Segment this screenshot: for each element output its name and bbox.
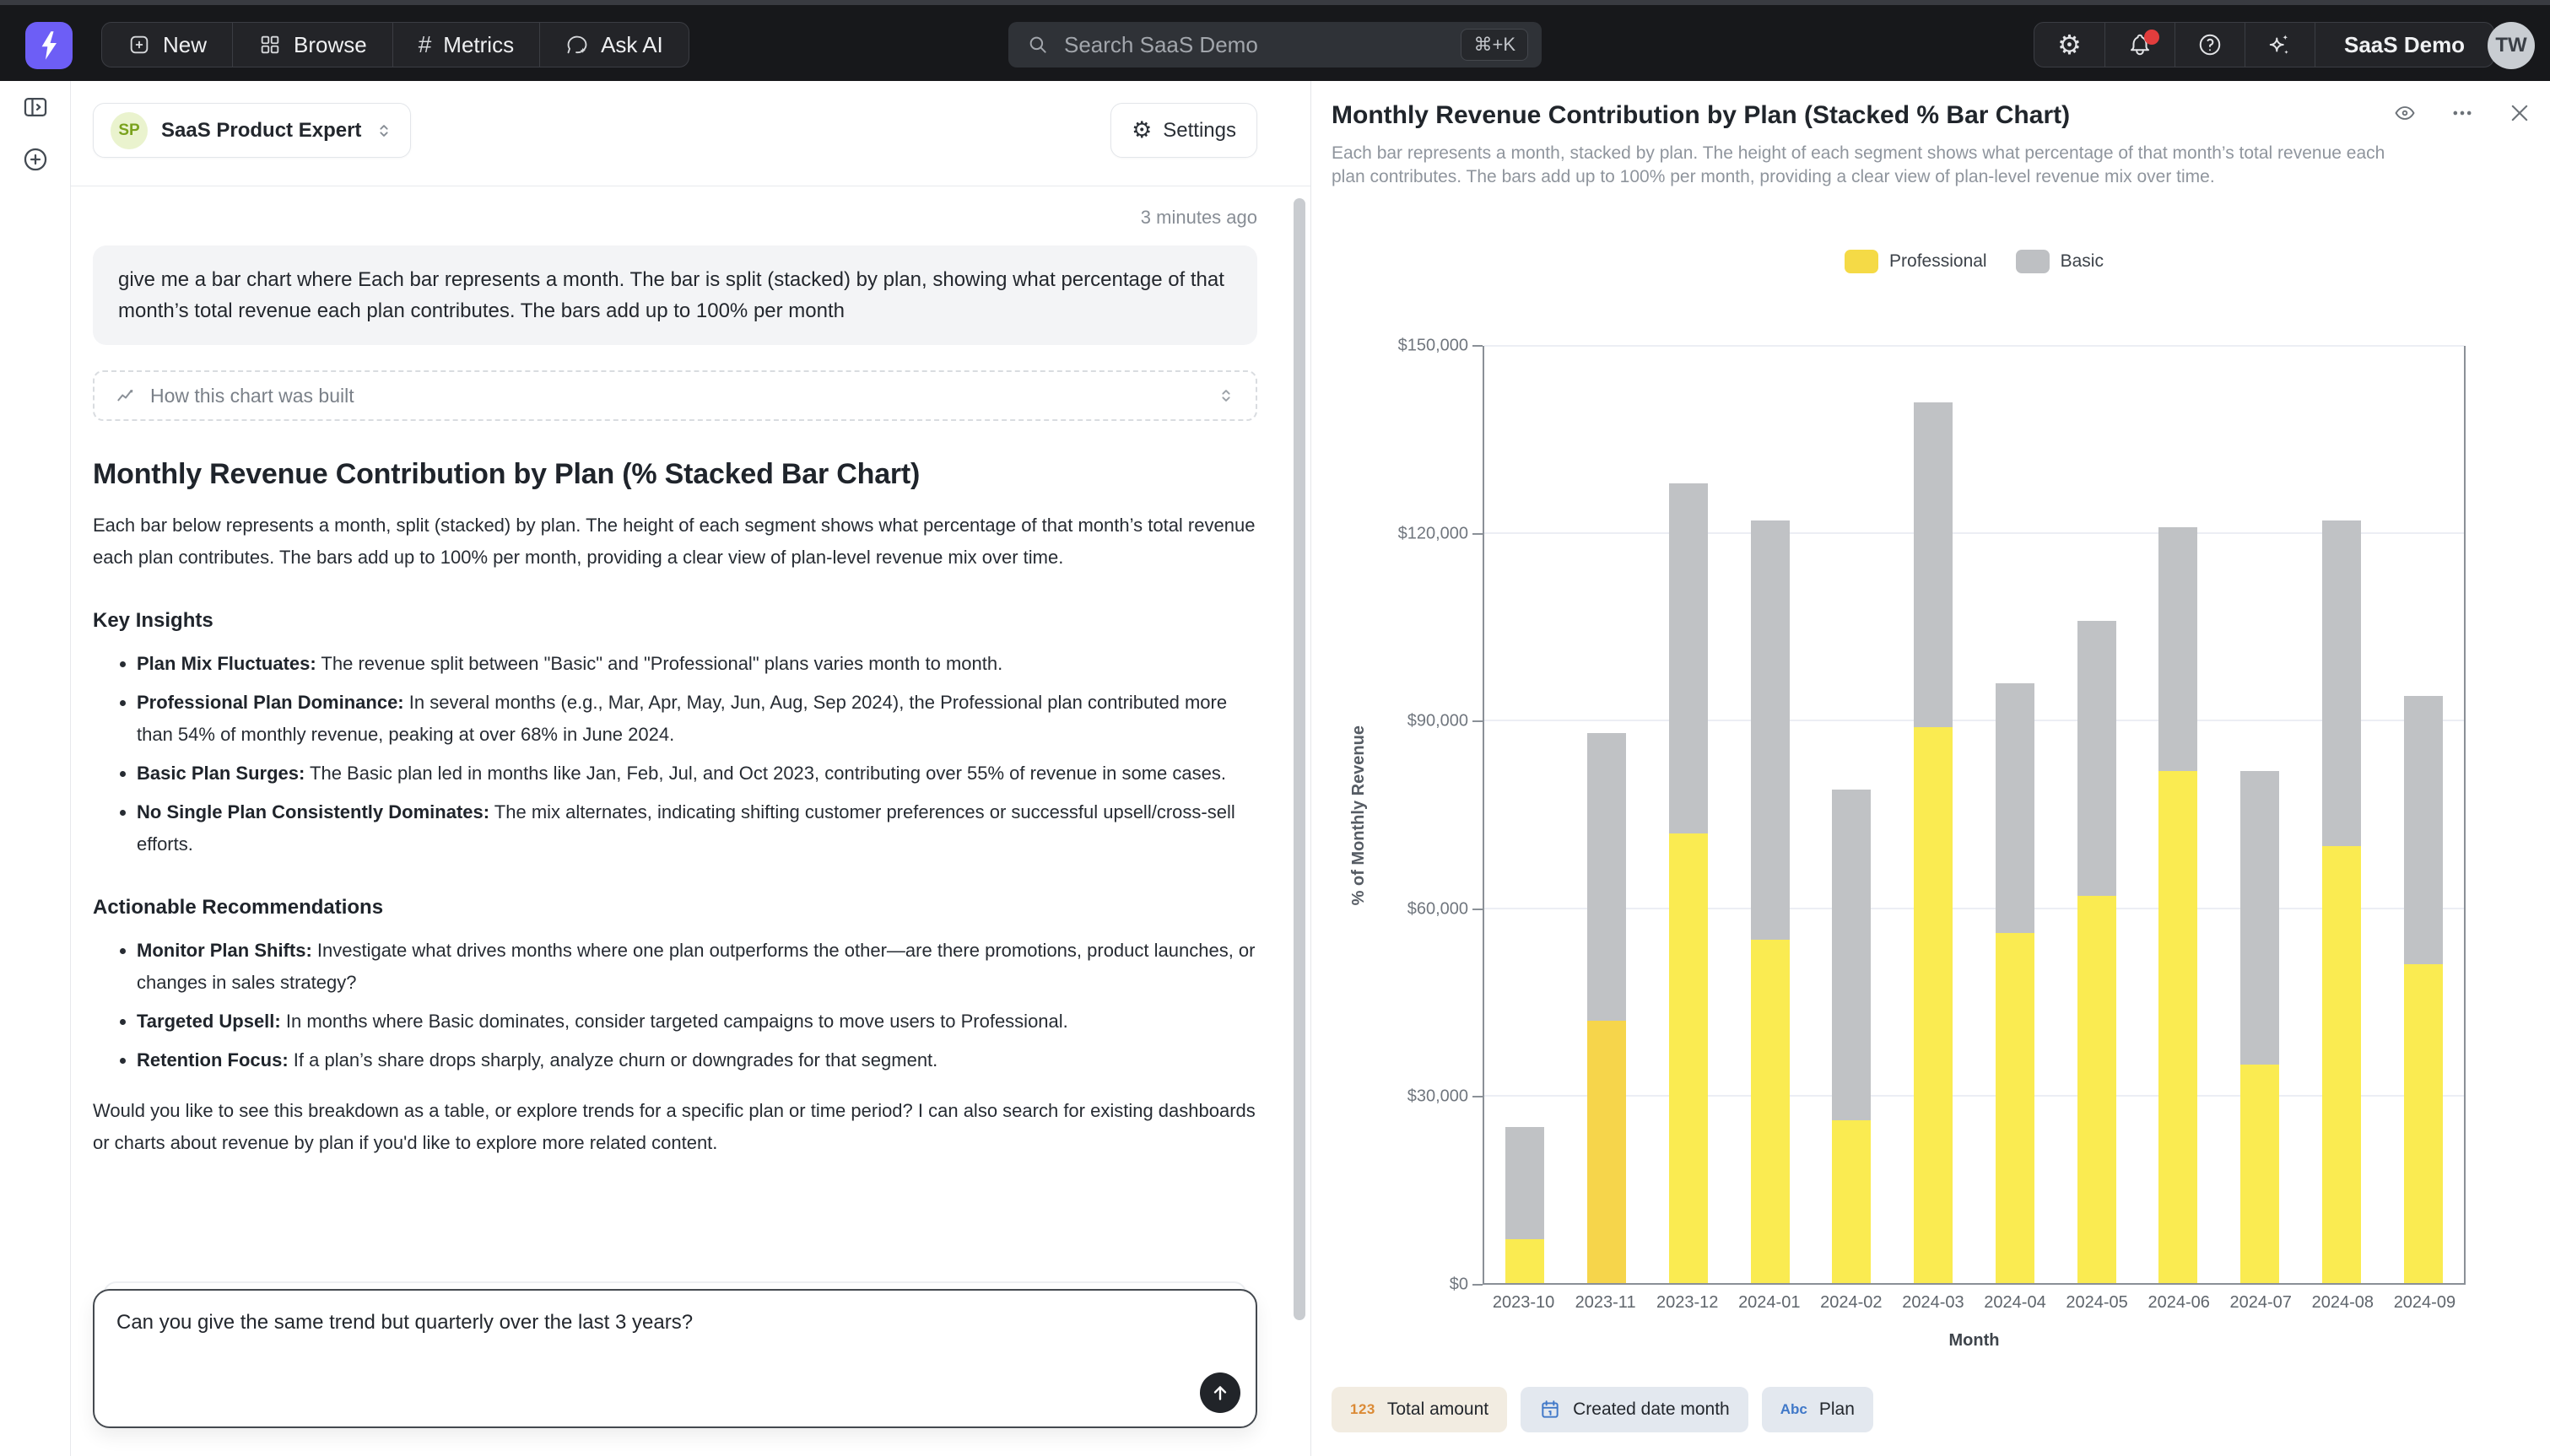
chart-legend [1483, 250, 2466, 273]
plot-area [1483, 346, 2466, 1285]
bar-segment-basic[interactable] [2077, 621, 2116, 896]
chip-label: Created date month [1573, 1399, 1730, 1419]
bar-band [2056, 346, 2137, 1283]
artifact-toolbar [2393, 101, 2531, 125]
hash-icon: # [418, 31, 432, 57]
sparkles-icon [2267, 32, 2293, 57]
bar-segment-professional[interactable] [1505, 1239, 1544, 1283]
legend-swatch [2016, 250, 2050, 273]
y-axis-ticks [1472, 346, 1483, 1285]
bar-segment-basic[interactable] [2240, 771, 2279, 1065]
stacked-bar-2024-08 [2322, 346, 2361, 1283]
stacked-bar-2023-11 [1587, 346, 1626, 1283]
bar-segment-basic[interactable] [2404, 696, 2443, 964]
y-tick-label: $0 [1449, 1275, 1468, 1294]
stacked-bar-2023-10 [1505, 346, 1544, 1283]
more-options-button[interactable] [2450, 101, 2474, 125]
settings-nav-button[interactable] [2034, 23, 2104, 67]
user-message-bubble: give me a bar chart where Each bar represents a month. The bar is split (stacked) by plan, showing what percentage of that month’s total revenue each plan contributes. The bars add up to 100% per month [93, 245, 1257, 345]
insights-heading: Key Insights [93, 609, 213, 632]
list-item: • Targeted Upsell: In months where Basic dominates, consider targeted campaigns to move users to Professional. [137, 1006, 1257, 1038]
artifact-panel [1311, 81, 2550, 1456]
bar-band [1811, 346, 1893, 1283]
field-chips [1332, 1387, 1873, 1432]
ask-ai-button[interactable] [539, 23, 689, 67]
x-axis-labels [1483, 1293, 2466, 1313]
stacked-bar-2024-01 [1751, 346, 1790, 1283]
toggle-sidebar-button[interactable] [0, 81, 71, 133]
legend-label: Professional [1889, 251, 1987, 271]
prompt-input-area [93, 1289, 1257, 1428]
stacked-bar-2024-03 [1914, 346, 1953, 1283]
selector-chevrons-icon [375, 121, 393, 140]
y-tick-label: $120,000 [1397, 524, 1468, 543]
stacked-bar-2023-12 [1669, 346, 1708, 1283]
list-item: • Basic Plan Surges: The Basic plan led in months like Jan, Feb, Jul, and Oct 2023, contributing over 55% of revenue in some cases. [137, 758, 1257, 790]
chevron-expand-icon [1217, 386, 1235, 405]
stacked-bar-2024-09 [2404, 346, 2443, 1283]
prompt-box [93, 1289, 1257, 1428]
bar-segment-basic[interactable] [1996, 683, 2034, 933]
legend-item-professional[interactable] [1845, 250, 1987, 273]
response-intro: Each bar below represents a month, split (stacked) by plan. The height of each segment shows what percentage of that month’s total revenue each plan contributes. The bars add up to 100% per month, providing a clear view of plan-level revenue mix over time. [93, 515, 1256, 568]
message-timestamp: 3 minutes ago [1140, 207, 1257, 228]
stacked-bar-2024-05 [2077, 346, 2116, 1283]
x-tick-label: 2024-09 [2393, 1293, 2456, 1312]
x-tick-label: 2024-06 [2148, 1293, 2210, 1312]
collapse-label: How this chart was built [150, 384, 354, 407]
dimension-chip-plan[interactable] [1762, 1387, 1873, 1432]
settings-label: Settings [1163, 118, 1236, 142]
list-item: • No Single Plan Consistently Dominates: The mix alternates, indicating shifting customer preferences or successful upsell/cross-sell efforts. [137, 796, 1257, 860]
agent-avatar: SP [111, 112, 148, 149]
whats-new-button[interactable] [2245, 23, 2315, 67]
x-tick-label: 2023-12 [1656, 1293, 1719, 1312]
bar-segment-professional[interactable] [1751, 940, 1790, 1283]
x-tick-label: 2024-01 [1738, 1293, 1801, 1312]
metrics-label: Metrics [443, 31, 515, 57]
artifact-title: Monthly Revenue Contribution by Plan (Stacked % Bar Chart) [1332, 101, 2071, 129]
metrics-button[interactable] [392, 23, 539, 67]
nav-button-group [101, 22, 689, 67]
bar-segment-basic[interactable] [1587, 733, 1626, 1021]
bar-band [1893, 346, 1975, 1283]
x-tick-label: 2024-07 [2229, 1293, 2292, 1312]
stacked-bar-2024-07 [2240, 346, 2279, 1283]
dimension-chip-created-date-month[interactable] [1521, 1387, 1748, 1432]
calendar-icon [1539, 1399, 1561, 1421]
x-tick-label: 2024-04 [1984, 1293, 2046, 1312]
list-item: • Professional Plan Dominance: In several months (e.g., Mar, Apr, May, Jun, Aug, Sep 2024), the Professional plan contributed more than 54% of monthly revenue, peaking at over 68% in June 2024. [137, 687, 1257, 751]
numeric-field-icon: 123 [1350, 1401, 1375, 1417]
chat-scrollbar-thumb[interactable] [1294, 198, 1305, 1320]
new-thread-button[interactable] [0, 133, 71, 186]
recommendations-heading: Actionable Recommendations [93, 896, 384, 919]
x-tick-label: 2024-08 [2311, 1293, 2374, 1312]
legend-label: Basic [2060, 251, 2104, 271]
bar-band [1729, 346, 1811, 1283]
bar-segment-professional[interactable] [1996, 933, 2034, 1283]
recommendations-list [93, 935, 1257, 1076]
y-axis-title: % of Monthly Revenue [1348, 725, 1368, 906]
x-tick-label: 2024-05 [2066, 1293, 2128, 1312]
bar-segment-basic[interactable] [1832, 790, 1871, 1121]
stacked-bar-2024-06 [2158, 346, 2197, 1283]
y-tick [1472, 1284, 1483, 1286]
org-label: SaaS Demo [2344, 31, 2466, 57]
bar-segment-professional[interactable] [2077, 896, 2116, 1283]
new-button[interactable] [102, 23, 232, 67]
agent-name: SaaS Product Expert [161, 118, 362, 142]
chat-panel [71, 81, 1310, 1456]
stacked-bar-2024-04 [1996, 346, 2034, 1283]
browse-label: Browse [294, 31, 367, 57]
visibility-button[interactable] [2393, 101, 2417, 125]
bar-segment-basic[interactable] [1669, 483, 1708, 833]
user-avatar[interactable]: TW [2488, 22, 2535, 69]
list-item: • Plan Mix Fluctuates: The revenue split between "Basic" and "Professional" plans varies month to month. [137, 648, 1257, 680]
top-navbar [0, 0, 2550, 81]
agent-settings-button[interactable] [1110, 103, 1257, 158]
bar-band [2301, 346, 2383, 1283]
chart-line-icon [115, 385, 137, 407]
bar-segment-professional[interactable] [1832, 1120, 1871, 1283]
agent-selector[interactable] [93, 103, 411, 158]
y-tick [1472, 345, 1483, 347]
search-shortcut-badge: ⌘+K [1461, 29, 1528, 61]
new-label: New [163, 31, 208, 57]
chat-scroll-area [71, 186, 1310, 1266]
bar-band [1566, 346, 1648, 1283]
chip-label: Total amount [1386, 1399, 1489, 1419]
y-tick [1472, 909, 1483, 910]
how-chart-built-toggle[interactable] [93, 370, 1257, 421]
y-tick [1472, 720, 1483, 722]
panel-toggle-icon [21, 93, 50, 121]
list-item: • Retention Focus: If a plan’s share drops sharply, analyze churn or downgrades for that segment. [137, 1044, 1257, 1076]
lightning-bolt-icon [36, 30, 62, 61]
org-switcher[interactable] [2315, 23, 2493, 67]
bar-segment-basic[interactable] [2158, 527, 2197, 771]
response-closing: Would you like to see this breakdown as a table, or explore trends for a specific plan or time period? I can also search for existing dashboards or charts about revenue by plan if you'd like to explore more related content. [93, 1100, 1256, 1153]
ask-ai-label: Ask AI [601, 31, 663, 57]
bar-segment-professional[interactable] [1669, 833, 1708, 1283]
text-field-icon: Abc [1780, 1401, 1807, 1417]
x-axis-title: Month [1948, 1331, 2000, 1350]
x-tick-label: 2024-03 [1902, 1293, 1964, 1312]
notifications-button[interactable] [2104, 23, 2175, 67]
prompt-input[interactable] [95, 1291, 1256, 1426]
bar-series [1484, 346, 2464, 1283]
list-item: • Monitor Plan Shifts: Investigate what drives months where one plan outperforms the other—are there promotions, product launches, or changes in sales strategy? [137, 935, 1257, 999]
bar-segment-basic[interactable] [1914, 402, 1953, 727]
x-tick-label: 2024-02 [1820, 1293, 1883, 1312]
artifact-description: Each bar represents a month, stacked by plan. The height of each segment shows what percentage of that month’s total revenue each plan contributes. The bars add up to 100% per month, providing a clear view of plan-level revenue mix over time. [1332, 143, 2385, 186]
left-rail [0, 81, 71, 1456]
metric-chip-total-amount[interactable] [1332, 1387, 1507, 1432]
chip-label: Plan [1818, 1399, 1855, 1419]
global-search[interactable] [1008, 22, 1542, 67]
grid-icon [258, 33, 282, 57]
bar-segment-professional[interactable] [1914, 727, 1953, 1283]
bar-segment-professional[interactable] [2322, 846, 2361, 1283]
nav-right-group [2034, 22, 2494, 67]
arrow-up-icon [1209, 1382, 1231, 1404]
chat-sparkle-icon [565, 33, 589, 57]
bar-band [2382, 346, 2464, 1283]
bar-segment-basic[interactable] [1751, 520, 1790, 939]
app-logo[interactable] [25, 22, 73, 69]
chat-header [71, 81, 1310, 186]
y-axis-labels [1311, 336, 1468, 1294]
gear-icon: ⚙ [2057, 29, 2082, 61]
legend-item-basic[interactable] [2016, 250, 2104, 273]
bar-band [1484, 346, 1566, 1283]
insights-list [93, 648, 1257, 860]
y-tick-label: $30,000 [1407, 1087, 1468, 1106]
bar-segment-professional[interactable] [2404, 964, 2443, 1283]
y-tick [1472, 533, 1483, 535]
close-artifact-button[interactable] [2508, 101, 2531, 125]
bar-band [2137, 346, 2219, 1283]
response-title: Monthly Revenue Contribution by Plan (% Stacked Bar Chart) [93, 458, 921, 490]
bar-segment-basic[interactable] [2322, 520, 2361, 845]
bar-segment-professional[interactable] [1587, 1021, 1626, 1283]
gear-icon: ⚙ [1132, 117, 1153, 143]
plus-square-icon [127, 33, 151, 57]
search-icon [1027, 34, 1049, 56]
send-button[interactable] [1200, 1372, 1240, 1413]
bar-band [2219, 346, 2301, 1283]
y-tick-label: $90,000 [1407, 711, 1468, 731]
x-tick-label: 2023-10 [1492, 1293, 1555, 1312]
y-tick [1472, 1096, 1483, 1097]
stacked-bar-2024-02 [1832, 346, 1871, 1283]
notification-dot [2144, 30, 2159, 45]
bar-segment-professional[interactable] [2240, 1065, 2279, 1283]
bar-band [1975, 346, 2056, 1283]
help-button[interactable] [2175, 23, 2245, 67]
bar-segment-professional[interactable] [2158, 771, 2197, 1283]
plus-circle-icon [21, 145, 50, 174]
legend-swatch [1845, 250, 1878, 273]
assistant-response [93, 458, 1257, 1159]
x-tick-label: 2023-11 [1575, 1293, 1636, 1312]
bar-segment-basic[interactable] [1505, 1127, 1544, 1239]
y-tick-label: $150,000 [1397, 336, 1468, 355]
search-input[interactable] [1064, 32, 1461, 58]
y-tick-label: $60,000 [1407, 899, 1468, 919]
bar-band [1648, 346, 1730, 1283]
browse-button[interactable] [232, 23, 392, 67]
help-icon [2197, 32, 2223, 57]
